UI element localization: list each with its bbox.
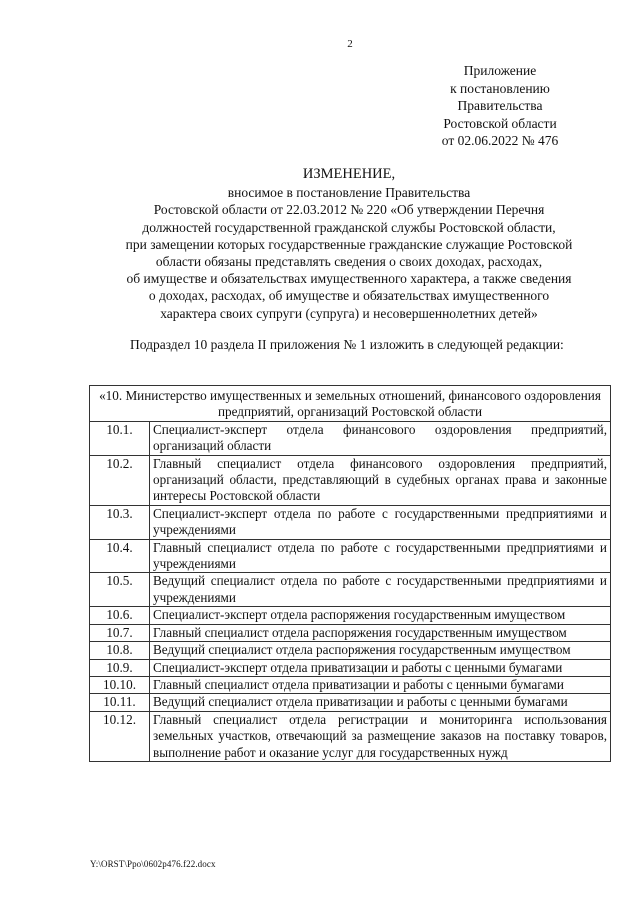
table-row (90, 539, 611, 573)
title-line: должностей государственной гражданской службы Ростовской области, (142, 219, 556, 235)
row-position: Ведущий специалист отдела приватизации и работы с ценными бумагами (150, 694, 611, 711)
row-position: Ведущий специалист отдела распоряжения государственным имуществом (150, 642, 611, 659)
row-number: 10.12. (90, 711, 150, 761)
page-number: 2 (347, 38, 353, 50)
row-position: Ведущий специалист отдела по работе с государственными предприятиями и учреждениями (150, 573, 611, 607)
title-line: вносимое в постановление Правительства (227, 185, 471, 201)
row-number: 10.10. (90, 676, 150, 693)
row-number: 10.8. (90, 642, 150, 659)
row-position: Специалист-эксперт отдела финансового оздоровления предприятий, организаций области (150, 421, 611, 455)
title-line: области обязаны представлять сведения о своих доходах, расходах, (155, 254, 543, 270)
document-title-block (88, 166, 610, 322)
table-header-cell: «10. Министерство имущественных и земельных отношений, финансового оздоровления предприятий, организаций Ростовской области (90, 386, 611, 422)
row-position: Специалист-эксперт отдела распоряжения государственным имуществом (150, 607, 611, 624)
table-row (90, 711, 611, 761)
row-number: 10.6. (90, 607, 150, 624)
table-header-row (90, 386, 611, 422)
table-row (90, 421, 611, 455)
title-line: о доходах, расходах, об имуществе и обязательствах имущественного (148, 288, 550, 304)
table-row (90, 624, 611, 641)
appendix-line: Правительства (457, 98, 543, 113)
row-position: Главный специалист отдела по работе с государственными предприятиями и учреждениями (150, 539, 611, 573)
table-row (90, 505, 611, 539)
title-line: при замещении которых государственные гражданские служащие Ростовской (125, 236, 573, 252)
row-position: Главный специалист отдела регистрации и мониторинга использования земельных участков, отвечающий за размещение заказов на поставку товаров, выполнение работ и оказание услуг для государственных нужд (150, 711, 611, 761)
table-row (90, 573, 611, 607)
row-position: Специалист-эксперт отдела по работе с государственными предприятиями и учреждениями (150, 505, 611, 539)
row-position: Главный специалист отдела приватизации и работы с ценными бумагами (150, 676, 611, 693)
appendix-line: к постановлению (450, 80, 550, 96)
appendix-line: от 02.06.2022 № 476 (441, 133, 559, 148)
table-row (90, 676, 611, 693)
appendix-line: Приложение (463, 63, 537, 78)
row-number: 10.3. (90, 505, 150, 539)
appendix-line: Ростовской области (443, 115, 557, 131)
row-number: 10.5. (90, 573, 150, 607)
table-row (90, 642, 611, 659)
row-number: 10.7. (90, 624, 150, 641)
table-row (90, 607, 611, 624)
title-line: об имуществе и обязательствах имущественного характера, а также сведения (126, 271, 572, 287)
instruction-paragraph: Подраздел 10 раздела II приложения № 1 изложить в следующей редакции: (130, 337, 564, 352)
footer-file-path: Y:\ORST\Ppo\0602p476.f22.docx (90, 859, 216, 869)
document-title: ИЗМЕНЕНИЕ, (302, 166, 396, 182)
row-number: 10.9. (90, 659, 150, 676)
table-row (90, 694, 611, 711)
table-row (90, 659, 611, 676)
row-number: 10.4. (90, 539, 150, 573)
table-row (90, 455, 611, 505)
title-line: характера своих супруги (супруга) и несовершеннолетних детей» (160, 305, 538, 321)
row-position: Специалист-эксперт отдела приватизации и работы с ценными бумагами (150, 659, 611, 676)
title-line: Ростовской области от 22.03.2012 № 220 «Об утверждении Перечня (153, 202, 545, 218)
appendix-block (415, 62, 585, 150)
row-position: Главный специалист отдела распоряжения государственным имуществом (150, 624, 611, 641)
positions-table (89, 385, 611, 762)
row-number: 10.2. (90, 455, 150, 505)
row-number: 10.1. (90, 421, 150, 455)
row-position: Главный специалист отдела финансового оздоровления предприятий, организаций области, представляющий в судебных органах права и законные интересы Ростовской области (150, 455, 611, 505)
row-number: 10.11. (90, 694, 150, 711)
